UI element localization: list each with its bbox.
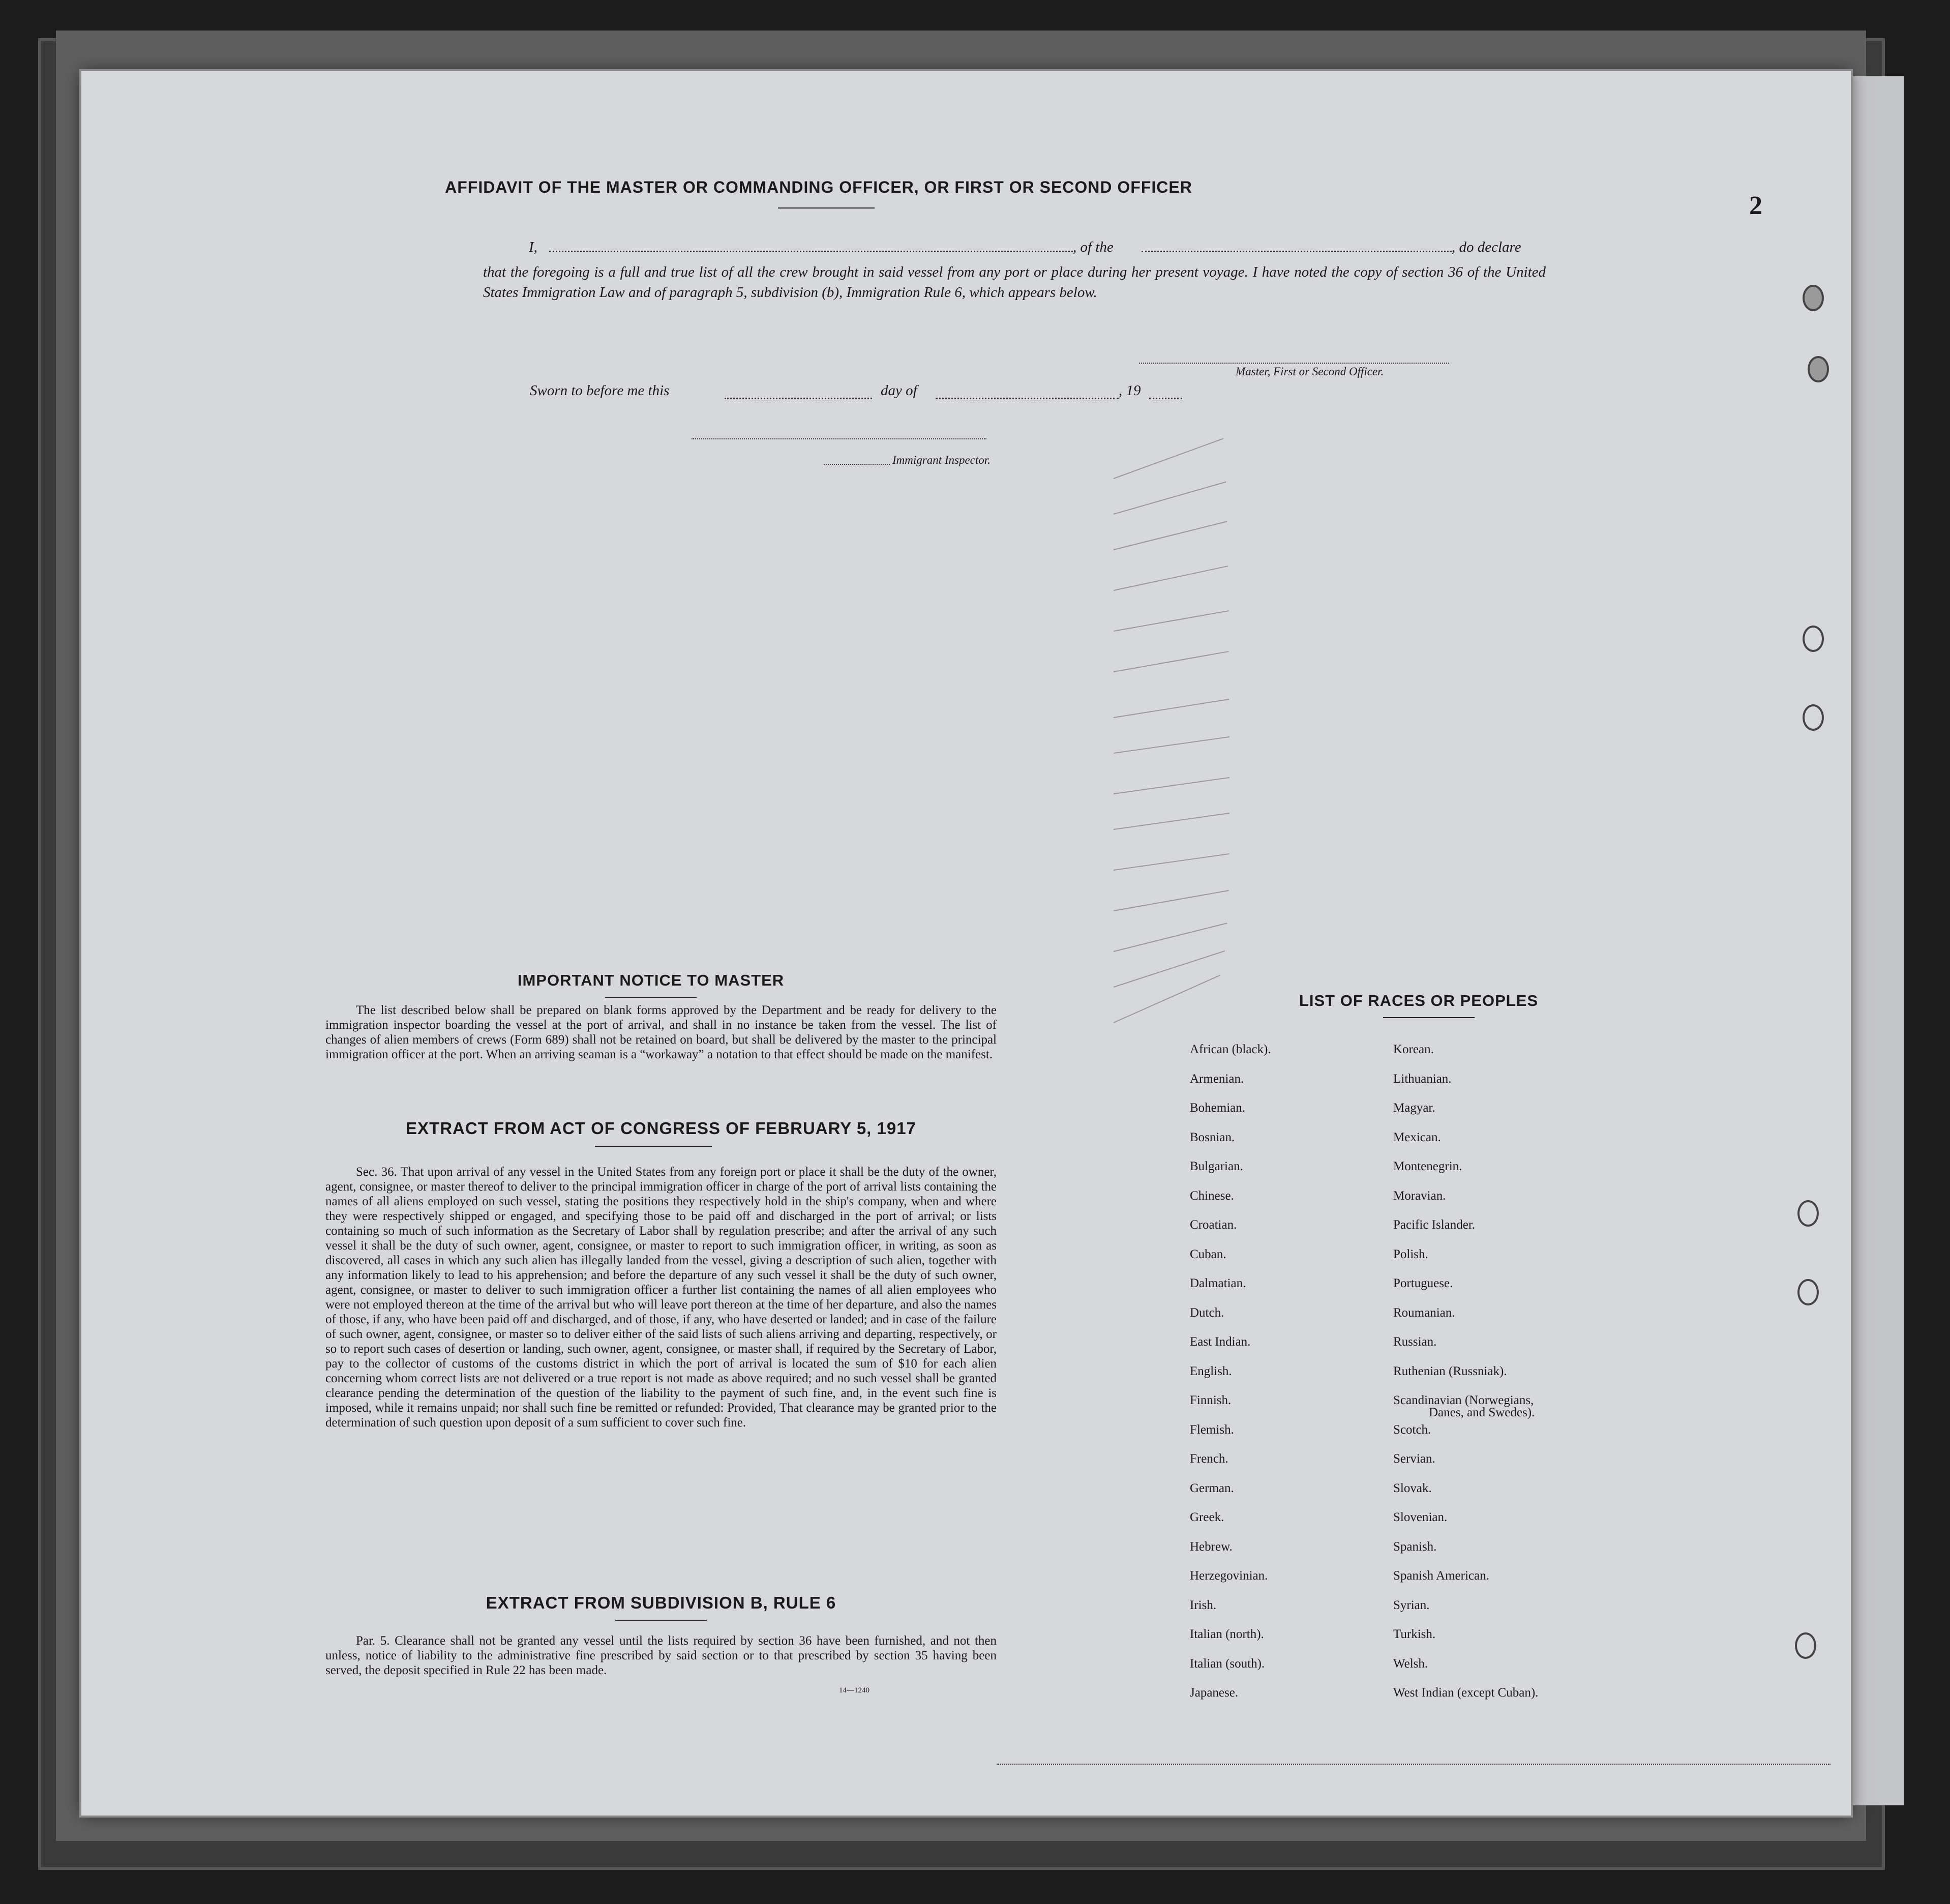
race-right-item: Magyar. <box>1393 1101 1435 1115</box>
affidavit-title-rule <box>778 207 875 209</box>
punch-hole <box>1795 1632 1816 1659</box>
sworn-day-of: day of <box>881 382 917 399</box>
race-right-item: Montenegrin. <box>1393 1159 1462 1173</box>
race-left-item: Chinese. <box>1190 1188 1234 1203</box>
punch-hole <box>1803 285 1824 311</box>
master-signature-label: Master, First or Second Officer. <box>1236 365 1384 378</box>
sworn-year-prefix: , 19 <box>1119 382 1141 399</box>
race-right-item: Turkish. <box>1393 1627 1436 1641</box>
race-right-item: Syrian. <box>1393 1598 1430 1612</box>
pen-mark <box>1114 566 1228 591</box>
race-left-item: Herzegovinian. <box>1190 1569 1268 1583</box>
underlying-page-edge <box>1846 76 1904 1805</box>
race-right-item: Moravian. <box>1393 1188 1446 1203</box>
race-right-item: Portuguese. <box>1393 1276 1453 1290</box>
pen-mark <box>1114 736 1229 754</box>
race-left-item: Hebrew. <box>1190 1539 1233 1554</box>
punch-hole <box>1797 1200 1819 1227</box>
pen-mark <box>1114 950 1225 988</box>
pen-mark <box>1114 438 1224 479</box>
inspector-lead-dots <box>824 464 890 465</box>
race-left-item: Greek. <box>1190 1510 1224 1524</box>
race-left-item: Armenian. <box>1190 1072 1244 1086</box>
race-right-item: Polish. <box>1393 1247 1428 1261</box>
race-left-item: Bulgarian. <box>1190 1159 1243 1173</box>
race-left-item: Dalmatian. <box>1190 1276 1246 1290</box>
master-signature-line[interactable] <box>1139 363 1449 364</box>
notice-title-rule <box>605 997 697 998</box>
race-right-item: Slovak. <box>1393 1481 1432 1495</box>
races-title: LIST OF RACES OR PEOPLES <box>1299 992 1539 1009</box>
punch-hole <box>1797 1279 1819 1305</box>
race-left-item: Dutch. <box>1190 1305 1224 1320</box>
race-left-item: Bohemian. <box>1190 1101 1246 1115</box>
affidavit-i: I, <box>529 239 537 255</box>
form-number: 14—1240 <box>839 1686 869 1694</box>
affidavit-of-the: , of the <box>1073 239 1114 255</box>
race-right-item: Roumanian. <box>1393 1305 1455 1320</box>
sheet-number: 2 <box>1749 191 1762 220</box>
inspector-signature-line[interactable] <box>692 438 986 439</box>
race-right-item: Slovenian. <box>1393 1510 1448 1524</box>
race-right-item: West Indian (except Cuban). <box>1393 1686 1539 1700</box>
extract-rule-body: Par. 5. Clearance shall not be granted any vessel until the lists required by section 36 have been furnished, and not then unless, notice of liability to the administrative fine prescribed by said section or to that prescribed by section 35 having been served, the deposit specified in Rule 22 has been made. <box>325 1634 997 1677</box>
sworn-prefix: Sworn to before me this <box>530 382 670 399</box>
pen-mark <box>1114 853 1229 871</box>
vessel-blank[interactable] <box>1142 251 1452 252</box>
punch-hole <box>1803 626 1824 652</box>
pen-mark <box>1114 890 1229 911</box>
race-left-item: Irish. <box>1190 1598 1217 1612</box>
affidavit-title: AFFIDAVIT OF THE MASTER OR COMMANDING OFFICER, OR FIRST OR SECOND OFFICER <box>445 178 1192 196</box>
race-right-item: Spanish American. <box>1393 1569 1489 1583</box>
race-right-item: Ruthenian (Russniak). <box>1393 1364 1507 1378</box>
pen-mark <box>1114 813 1229 830</box>
notice-title: IMPORTANT NOTICE TO MASTER <box>517 971 785 989</box>
extract-act-title-rule <box>595 1146 712 1147</box>
race-left-item: Flemish. <box>1190 1422 1234 1437</box>
pen-mark <box>1114 521 1227 550</box>
race-left-item: Cuban. <box>1190 1247 1226 1261</box>
punch-hole <box>1808 356 1829 382</box>
race-left-item: German. <box>1190 1481 1234 1495</box>
sworn-year-blank[interactable] <box>1149 398 1182 399</box>
pen-mark <box>1114 923 1227 952</box>
manifest-page <box>81 71 1851 1816</box>
pen-mark <box>1114 699 1229 718</box>
race-left-item: Japanese. <box>1190 1686 1239 1700</box>
race-right-item: Scandinavian (Norwegians, <box>1393 1393 1534 1407</box>
affidavit-declare: , do declare <box>1452 239 1521 255</box>
race-left-item: English. <box>1190 1364 1232 1378</box>
extract-act-title: EXTRACT FROM ACT OF CONGRESS OF FEBRUARY 5, 1917 <box>406 1119 916 1138</box>
pen-mark <box>1114 777 1229 794</box>
sworn-day-blank[interactable] <box>725 398 872 399</box>
sworn-month-blank[interactable] <box>936 398 1119 399</box>
race-right-item: Danes, and Swedes). <box>1429 1406 1535 1419</box>
race-left-item: French. <box>1190 1452 1228 1466</box>
punch-hole <box>1803 704 1824 731</box>
pen-mark <box>1114 610 1229 632</box>
race-right-item: Russian. <box>1393 1335 1437 1349</box>
pen-mark <box>1114 482 1226 515</box>
bottom-dotted-rule <box>997 1764 1831 1765</box>
race-right-item: Korean. <box>1393 1043 1434 1056</box>
race-left-item: Croatian. <box>1190 1218 1237 1232</box>
race-right-item: Mexican. <box>1393 1130 1441 1144</box>
notice-body: The list described below shall be prepared on blank forms approved by the Department and be ready for delivery to the immigration inspector boarding the vessel at the port of arrival, and shall in no instance be taken from the vessel. The list of changes of alien members of crews (Form 689) shall not be retained on board, but shall be delivered by the master to the principal immigration officer at the port. When an arriving seaman is a “workaway” a notation to that effect should be made on the manifest. <box>325 1003 997 1061</box>
race-left-item: Bosnian. <box>1190 1130 1235 1144</box>
race-left-item: African (black). <box>1190 1043 1271 1056</box>
race-right-item: Servian. <box>1393 1452 1435 1466</box>
name-blank[interactable] <box>549 251 1073 252</box>
extract-rule-title-rule <box>615 1620 707 1621</box>
extract-act-body: Sec. 36. That upon arrival of any vessel in the United States from any foreign port or place it shall be the duty of the owner, agent, consignee, or master thereof to deliver to the principal immigration officer in charge of the port of arrival lists containing the names of all aliens employed on such vessel, stating the positions they respectively hold in the ship's company, when and where they were respectively shipped or engaged, and specifying those to be paid off and discharged in the port of arrival; or lists containing so much of such information as the Secretary of Labor shall by regulation prescribe; and after the arrival of any such vessel it shall be the duty of such owner, agent, consignee, or master to report to such immigration officer, in writing, as soon as discovered, all cases in which any such alien has illegally landed from the vessel, giving a description of such alien, together with any information likely to lead to his apprehension; and before the departure of any such vessel it shall be the duty of such owner, agent, consignee, or master to deliver to such immigration officer a further list containing the names of all alien employees who were not employed thereon at the time of the arrival but who will leave port thereon at the time of her departure, and also the names of those, if any, who have been paid off and discharged, and of those, if any, who have deserted or landed; and in case of the failure of such owner, agent, consignee, or master so to deliver either of the said lists of such aliens arriving and departing, respectively, or so to report such cases of desertion or landing, such owner, agent, consignee, or master shall, if required by the Secretary of Labor, pay to the collector of customs of the customs district in which the port of arrival is located the sum of $10 for each alien concerning whom correct lists are not delivered or a true report is not made as above required; and no such vessel shall be granted clearance pending the determination of the question of the liability to the payment of such fine, and, in the event such fine is imposed, while it remains unpaid; nor shall such fine be remitted or refunded: Provided, That clearance may be granted prior to the determination of such question upon deposit of a sum sufficient to cover such fine. <box>325 1165 997 1430</box>
race-right-item: Pacific Islander. <box>1393 1218 1476 1232</box>
race-right-item: Spanish. <box>1393 1539 1437 1554</box>
race-left-item: Italian (south). <box>1190 1656 1265 1671</box>
races-title-rule <box>1383 1017 1475 1018</box>
race-left-item: Italian (north). <box>1190 1627 1264 1641</box>
race-left-item: Finnish. <box>1190 1393 1232 1407</box>
race-left-item: East Indian. <box>1190 1335 1251 1349</box>
extract-rule-title: EXTRACT FROM SUBDIVISION B, RULE 6 <box>486 1593 836 1612</box>
race-right-item: Lithuanian. <box>1393 1072 1452 1086</box>
pen-mark <box>1114 651 1229 672</box>
inspector-label: Immigrant Inspector. <box>892 454 991 466</box>
affidavit-body: that the foregoing is a full and true list of all the crew brought in said vessel from any port or place during her present voyage. I have noted the copy of section 36 of the United States Immigration Law and of paragraph 5, subdivision (b), Immigration Rule 6, which appears below. <box>483 264 1546 301</box>
race-right-item: Welsh. <box>1393 1656 1428 1671</box>
race-right-item: Scotch. <box>1393 1422 1431 1437</box>
